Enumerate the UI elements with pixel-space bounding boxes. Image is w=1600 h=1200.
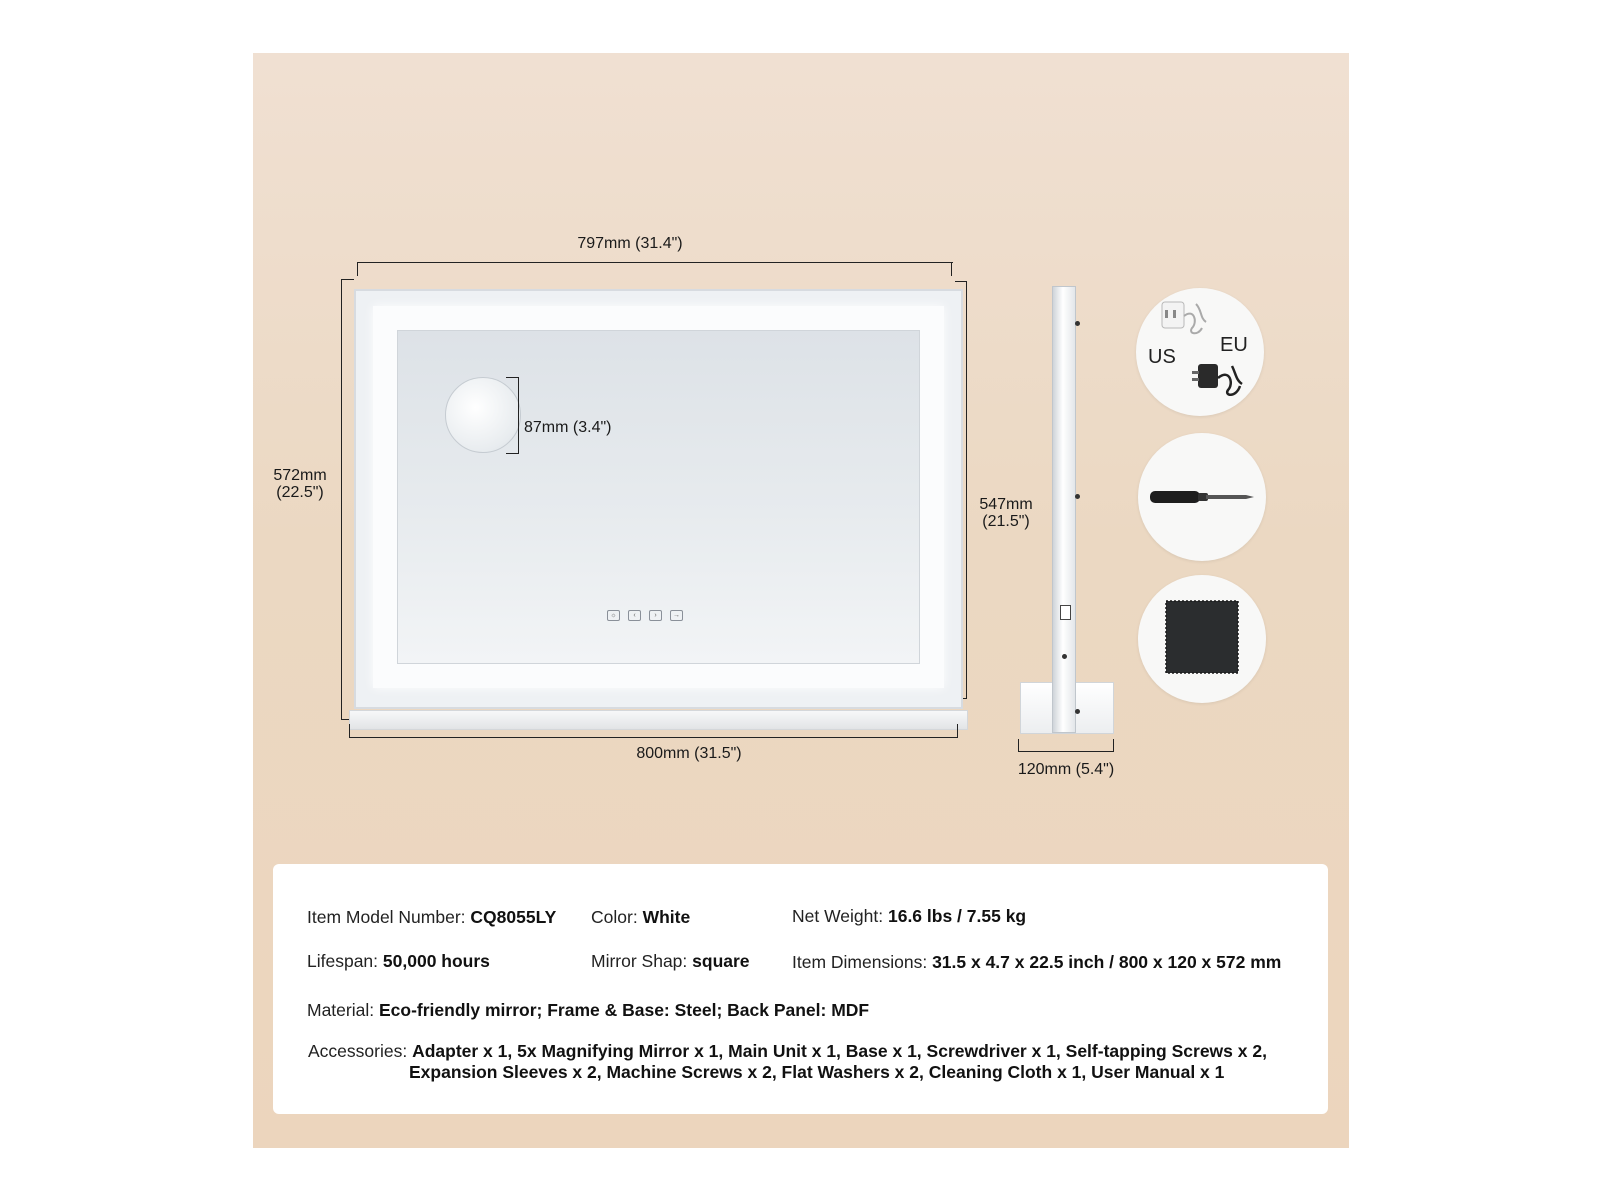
base-depth-tick-right <box>1113 739 1114 752</box>
mirror-width-tick-left <box>357 262 358 276</box>
spec-lifespan-value: 50,000 hours <box>382 951 490 971</box>
screwdriver-icon <box>1138 433 1266 561</box>
base-width-label: 800mm (31.5") <box>636 745 742 762</box>
spec-lifespan-label: Lifespan: <box>307 951 379 971</box>
magnifier-diameter-line <box>518 377 519 454</box>
mirror-height-label-mm: 547mm <box>979 496 1033 513</box>
magnifying-mirror <box>445 377 521 453</box>
spec-accessories-continued <box>409 1062 1224 1083</box>
spec-model-label: Item Model Number: <box>307 907 466 927</box>
adapter-circle <box>1136 288 1264 416</box>
spec-material-value: Eco-friendly mirror; Frame & Base: Steel; Back Panel: MDF <box>378 1000 870 1020</box>
spec-accessories-line2: Expansion Sleeves x 2, Machine Screws x 2, Flat Washers x 2, Cleaning Cloth x 1, User Manual x 1 <box>409 1062 1225 1082</box>
touch-button-dim-icon: ‹ <box>628 610 641 621</box>
touch-button-light-icon: ☼ <box>607 610 620 621</box>
spec-accessories-label: Accessories: <box>308 1041 408 1061</box>
total-height-label-in: (22.5") <box>276 484 324 501</box>
cleaning-cloth-icon <box>1138 575 1266 703</box>
spec-accessories-line1: Adapter x 1, 5x Magnifying Mirror x 1, Main Unit x 1, Base x 1, Screwdriver x 1, Self-tapping Screws x 2, <box>412 1041 1267 1061</box>
spec-material <box>307 1000 869 1021</box>
mirror-height-label-in: (21.5") <box>982 513 1030 530</box>
base-width-line <box>349 737 958 738</box>
mirror-width-tick-right <box>951 262 952 276</box>
base-width-tick-right <box>957 724 958 738</box>
magnifier-diameter-label: 87mm (3.4") <box>524 419 612 436</box>
mirror-width-label: 797mm (31.4") <box>577 235 683 252</box>
spec-weight <box>792 906 1026 927</box>
spec-color <box>591 907 690 928</box>
product-diagram-panel <box>253 53 1349 1148</box>
magnifier-tick-top <box>506 377 518 378</box>
total-height-line <box>341 279 342 720</box>
spec-model-value: CQ8055LY <box>470 907 557 927</box>
total-height-tick-top <box>341 279 354 280</box>
spec-shape <box>591 951 750 972</box>
spec-weight-value: 16.6 lbs / 7.55 kg <box>887 906 1027 926</box>
spec-item-dimensions-value: 31.5 x 4.7 x 22.5 inch / 800 x 120 x 572 mm <box>932 952 1282 972</box>
power-adapter-icon <box>1136 288 1264 416</box>
total-height-label-mm: 572mm <box>273 467 327 484</box>
mirror-width-line <box>357 262 953 263</box>
spec-material-label: Material: <box>307 1000 375 1020</box>
side-screw-3 <box>1075 709 1080 714</box>
spec-box <box>273 864 1328 1114</box>
spec-shape-label: Mirror Shap: <box>591 951 688 971</box>
magnifier-tick-bottom <box>506 453 518 454</box>
side-screw-2 <box>1075 494 1080 499</box>
cloth-circle <box>1138 575 1266 703</box>
mirror-base-plate <box>349 710 968 730</box>
base-depth-tick-left <box>1018 739 1019 752</box>
mirror-front-view <box>354 289 963 709</box>
side-view-mirror <box>1052 286 1076 733</box>
mirror-height-tick-top <box>955 281 967 282</box>
base-depth-line <box>1018 751 1114 752</box>
us-label: US <box>1148 346 1176 368</box>
spec-accessories <box>308 1041 1267 1062</box>
screwdriver-circle <box>1138 433 1266 561</box>
eu-label: EU <box>1220 334 1248 356</box>
spec-lifespan <box>307 951 490 972</box>
led-light-strip <box>373 306 944 688</box>
spec-color-label: Color: <box>591 907 638 927</box>
spec-item-dimensions-label: Item Dimensions: <box>792 952 928 972</box>
spec-weight-label: Net Weight: <box>792 906 884 926</box>
touch-button-mode-icon: → <box>670 610 683 621</box>
base-width-tick-left <box>349 724 350 738</box>
spec-item-dimensions <box>792 952 1281 973</box>
spec-shape-value: square <box>692 951 750 971</box>
power-port-icon <box>1062 654 1067 659</box>
mirror-height-line <box>966 281 967 699</box>
spec-color-value: White <box>642 907 691 927</box>
side-screw-1 <box>1075 321 1080 326</box>
spec-model <box>307 907 556 928</box>
base-depth-label: 120mm (5.4") <box>1017 761 1115 778</box>
touch-button-brighten-icon: › <box>649 610 662 621</box>
usb-port-icon <box>1060 605 1071 620</box>
